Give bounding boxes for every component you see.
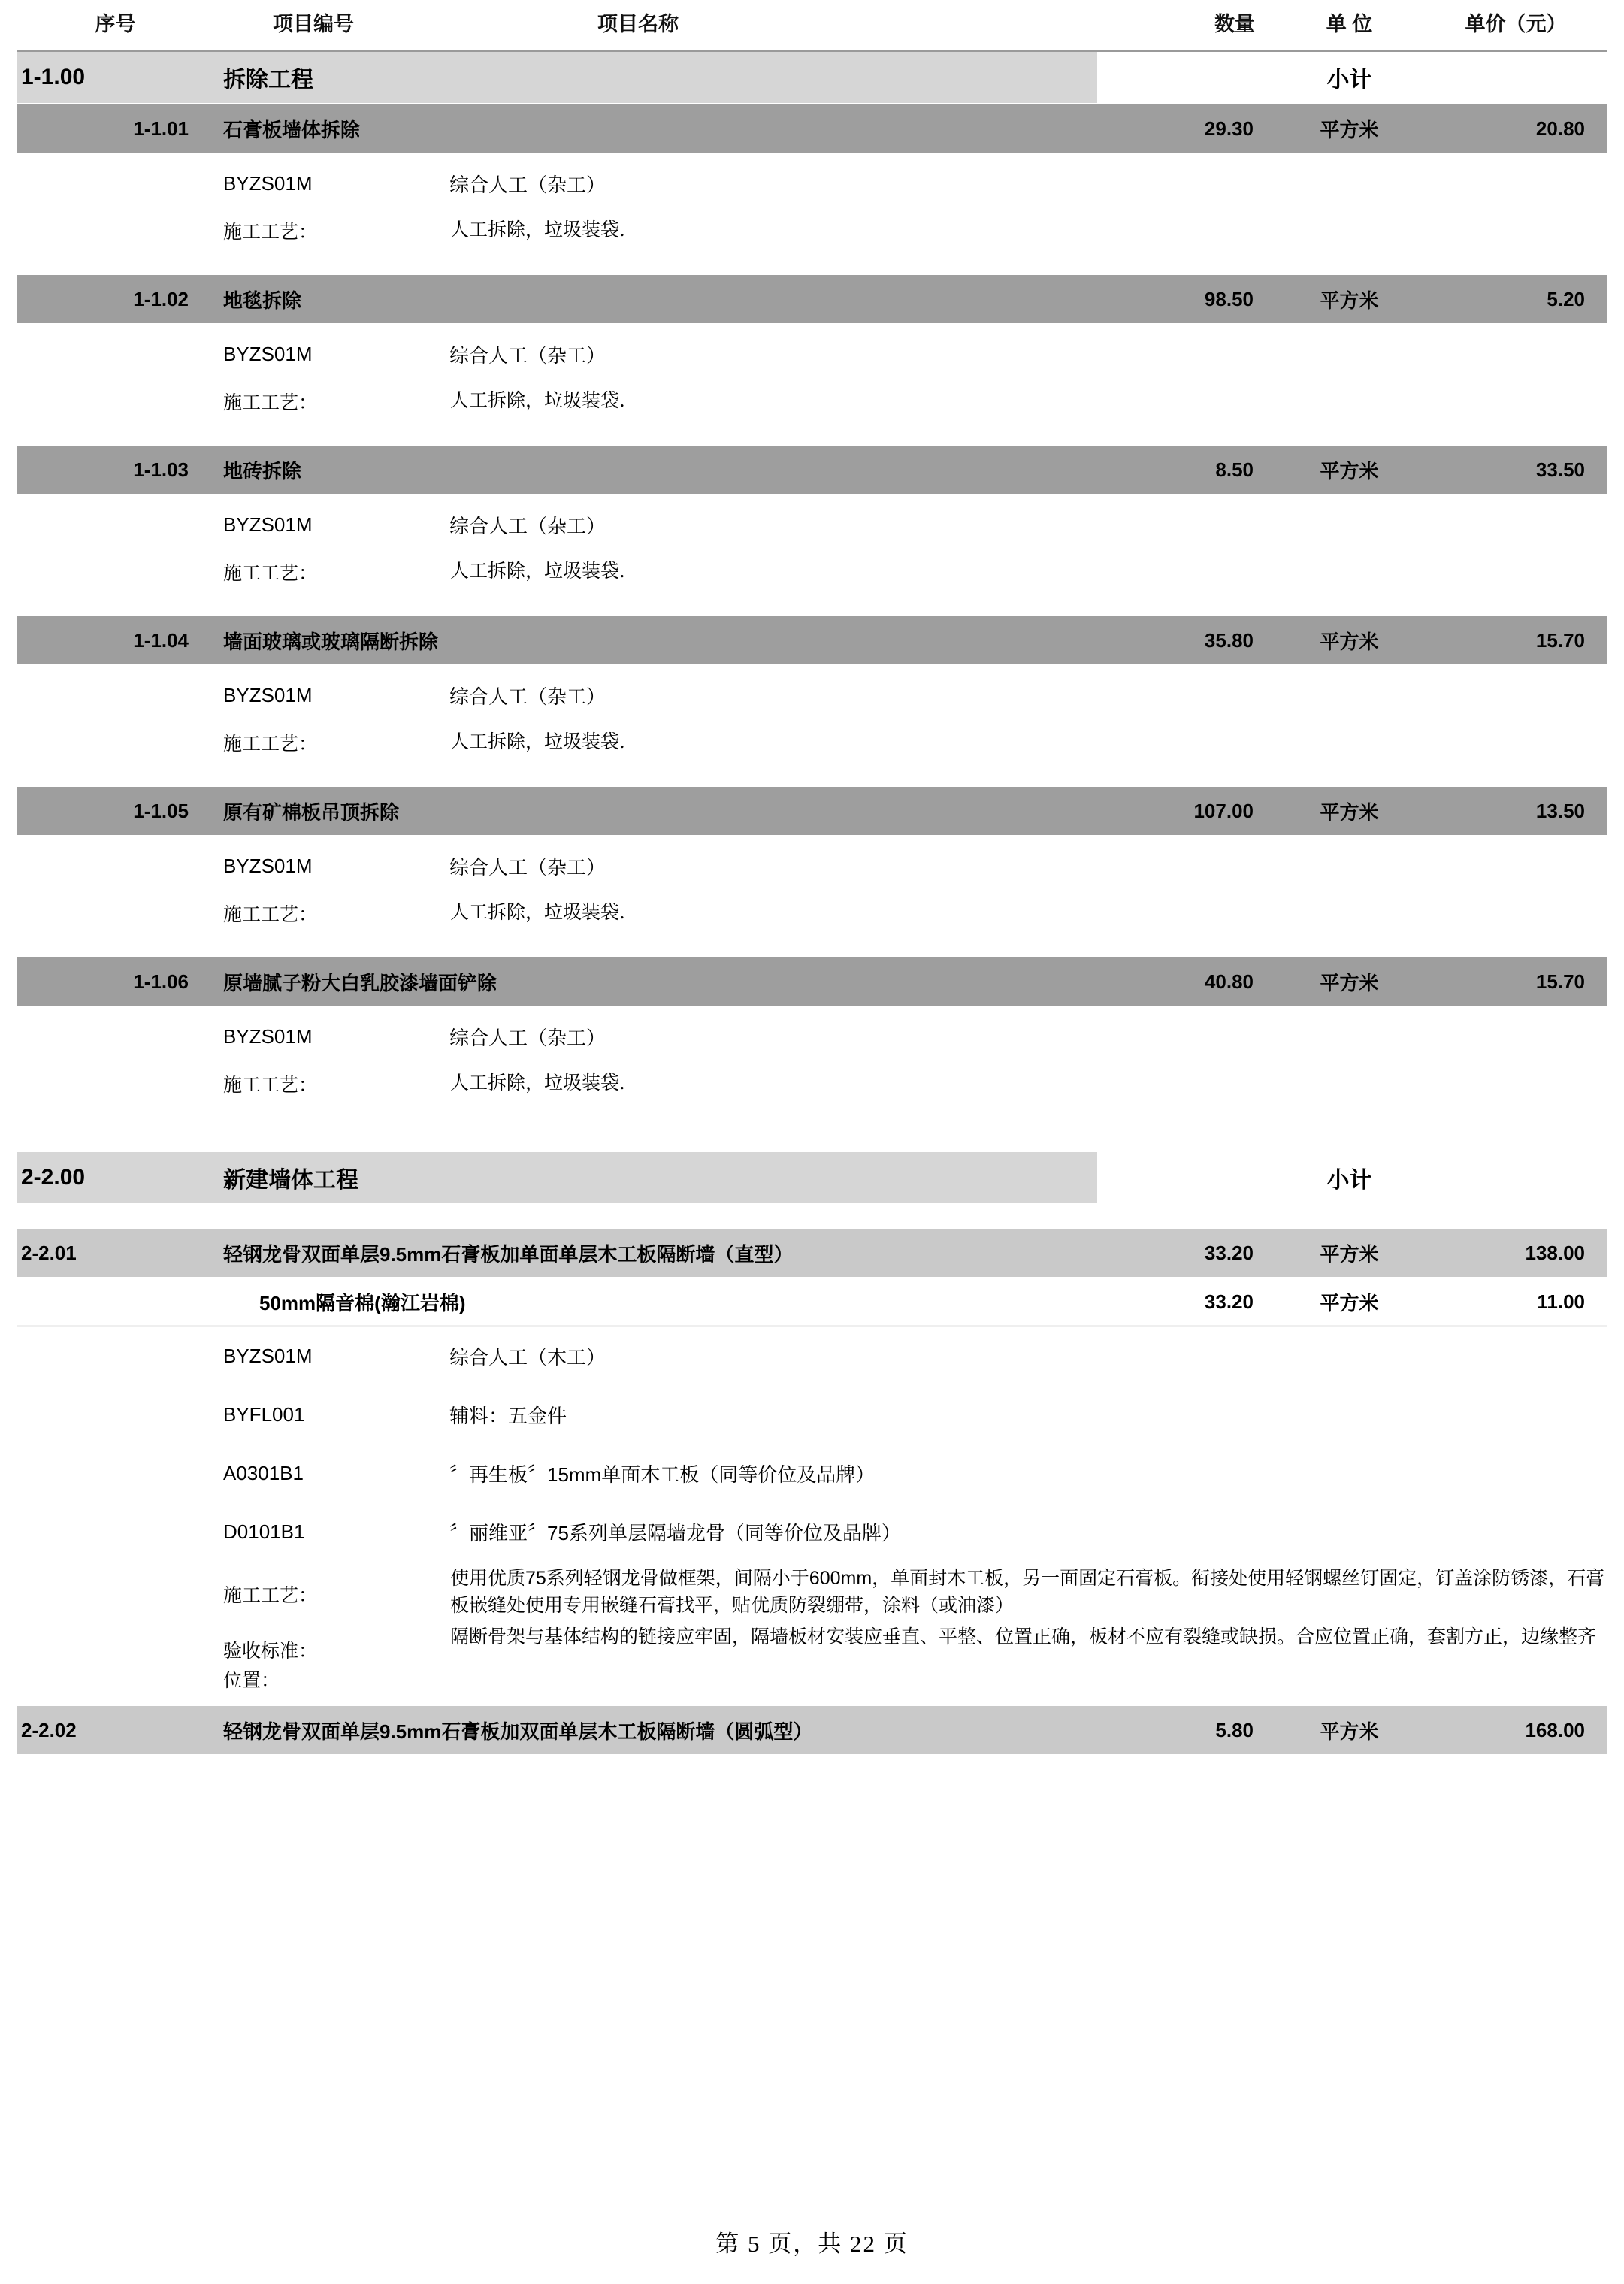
process-row [17,554,1607,616]
item-name: 地毯拆除 [207,275,1097,324]
item-price: 138.00 [1430,1229,1607,1278]
header-price: 单价（元） [1430,0,1607,51]
item-unit: 平方米 [1269,446,1430,495]
detail-row [17,836,1607,895]
item-unit: 平方米 [1269,787,1430,836]
detail-desc: 辅料：五金件 [449,1385,1097,1444]
section-seq: 2-2.00 [17,1152,207,1204]
detail-code: BYZS01M [207,324,449,383]
item-seq: 1-1.06 [17,957,207,1006]
item-seq: 1-1.02 [17,275,207,324]
item-unit: 平方米 [1269,104,1430,153]
page-footer: 第 5 页，共 22 页 [715,2231,909,2257]
process-label: 施工工艺： [207,1066,449,1128]
item-qty: 29.30 [1097,104,1269,153]
item-price: 168.00 [1430,1706,1607,1755]
table-row [17,275,1607,324]
detail-blank [17,153,207,213]
item-price: 20.80 [1430,104,1607,153]
item-name: 地砖拆除 [207,446,1097,495]
detail-desc: 〞丽维亚〞75系列单层隔墙龙骨（同等价位及品牌） [449,1502,1607,1561]
sub-item-name: 50mm隔音棉(瀚江岩棉) [207,1278,1097,1326]
item-name: 墙面玻璃或玻璃隔断拆除 [207,616,1097,665]
process-row [17,1561,1607,1620]
position-text [449,1664,1607,1706]
process-text: 人工拆除，垃圾装袋． [449,1066,1097,1128]
item-unit: 平方米 [1269,616,1430,665]
detail-row [17,1502,1607,1561]
detail-row [17,665,1607,725]
item-qty: 40.80 [1097,957,1269,1006]
section-subtotal: 小计 [1269,51,1430,104]
item-name: 轻钢龙骨双面单层9.5mm石膏板加单面单层木工板隔断墙（直型） [207,1229,1097,1278]
process-label: 施工工艺： [207,213,449,275]
process-text: 人工拆除，垃圾装袋． [449,725,1097,787]
section-price-blank [1430,51,1607,104]
item-seq: 1-1.04 [17,616,207,665]
section-qty-blank [1097,51,1269,104]
bill-of-quantities-table [17,0,1607,1756]
item-qty: 33.20 [1097,1229,1269,1278]
detail-code: BYFL001 [207,1385,449,1444]
spacer [17,1128,1607,1152]
header-qty: 数量 [1097,0,1269,51]
detail-code: D0101B1 [207,1502,449,1561]
detail-desc: 综合人工（杂工） [449,1006,1097,1066]
detail-row [17,324,1607,383]
process-label: 施工工艺： [207,895,449,957]
section-qty-blank [1097,1152,1269,1204]
process-row [17,895,1607,957]
table-row [17,1229,1607,1278]
item-name: 原墙腻子粉大白乳胶漆墙面铲除 [207,957,1097,1006]
header-unit: 单 位 [1269,0,1430,51]
item-name: 原有矿棉板吊顶拆除 [207,787,1097,836]
process-text: 人工拆除，垃圾装袋． [449,383,1097,446]
item-seq: 1-1.05 [17,787,207,836]
item-unit: 平方米 [1269,1706,1430,1755]
table-row [17,787,1607,836]
section-row [17,1152,1607,1204]
detail-code: A0301B1 [207,1444,449,1502]
process-row [17,1066,1607,1128]
header-name: 项目名称 [449,0,1097,51]
process-label: 施工工艺： [207,383,449,446]
acceptance-label: 验收标准： [207,1620,449,1664]
process-row [17,725,1607,787]
detail-code: BYZS01M [207,153,449,213]
detail-row [17,1444,1607,1502]
table-row [17,1706,1607,1755]
detail-desc: 〞再生板〞15mm单面木工板（同等价位及品牌） [449,1444,1607,1502]
process-label: 施工工艺： [207,725,449,787]
item-qty: 5.80 [1097,1706,1269,1755]
position-row [17,1664,1607,1706]
sub-item-row [17,1278,1607,1326]
item-name: 石膏板墙体拆除 [207,104,1097,153]
item-name: 轻钢龙骨双面单层9.5mm石膏板加双面单层木工板隔断墙（圆弧型） [207,1706,1097,1755]
section-name: 新建墙体工程 [207,1152,1097,1204]
detail-code: BYZS01M [207,1006,449,1066]
spacer [17,1204,1607,1229]
sub-item-price: 11.00 [1430,1278,1607,1326]
detail-row [17,495,1607,554]
item-seq: 2-2.02 [17,1706,207,1755]
detail-desc: 综合人工（木工） [449,1326,1097,1385]
header-seq: 序号 [17,0,207,51]
section-seq: 1-1.00 [17,51,207,104]
detail-code: BYZS01M [207,665,449,725]
table-row [17,446,1607,495]
process-text: 人工拆除，垃圾装袋． [449,213,1097,275]
section-price-blank [1430,1152,1607,1204]
table-row [17,104,1607,153]
table-header-row [17,0,1607,51]
item-price: 15.70 [1430,957,1607,1006]
item-qty: 107.00 [1097,787,1269,836]
item-price: 5.20 [1430,275,1607,324]
acceptance-text [449,1620,1607,1664]
item-unit: 平方米 [1269,1229,1430,1278]
item-price: 33.50 [1430,446,1607,495]
detail-desc: 综合人工（杂工） [449,153,1097,213]
section-name: 拆除工程 [207,51,1097,104]
position-label: 位置： [207,1664,449,1706]
header-code: 项目编号 [207,0,449,51]
section-subtotal: 小计 [1269,1152,1430,1204]
detail-row [17,1385,1607,1444]
item-unit: 平方米 [1269,275,1430,324]
acceptance-text-content: 隔断骨架与基体结构的链接应牢固，隔墙板材安装应垂直、平整、位置正确，板材不应有裂缝或缺损。合应位置正确，套割方正，边缘整齐 [450,1626,1597,1647]
detail-row [17,1326,1607,1385]
detail-row [17,1006,1607,1066]
process-label: 施工工艺： [207,554,449,616]
item-seq: 2-2.01 [17,1229,207,1278]
process-text [449,1561,1607,1620]
process-text: 人工拆除，垃圾装袋． [449,554,1097,616]
table-row [17,616,1607,665]
item-seq: 1-1.01 [17,104,207,153]
detail-row [17,153,1607,213]
detail-desc: 综合人工（杂工） [449,495,1097,554]
item-unit: 平方米 [1269,957,1430,1006]
process-text: 人工拆除，垃圾装袋． [449,895,1097,957]
process-label: 施工工艺： [207,1561,449,1620]
item-qty: 98.50 [1097,275,1269,324]
process-text-content: 使用优质75系列轻钢龙骨做框架，间隔小于600mm，单面封木工板，另一面固定石膏板。衔接处使用轻钢螺丝钉固定，钉盖涂防锈漆，石膏板嵌缝处使用专用嵌缝石膏找平，贴优质防裂绷带，涂料（或油漆） [450,1568,1605,1616]
section-row [17,51,1607,104]
detail-code: BYZS01M [207,1326,449,1385]
detail-desc: 综合人工（杂工） [449,324,1097,383]
process-row [17,213,1607,275]
detail-desc: 综合人工（杂工） [449,665,1097,725]
acceptance-row [17,1620,1607,1664]
detail-code: BYZS01M [207,495,449,554]
item-qty: 35.80 [1097,616,1269,665]
table-row [17,957,1607,1006]
detail-desc: 综合人工（杂工） [449,836,1097,895]
sub-item-qty: 33.20 [1097,1278,1269,1326]
item-price: 15.70 [1430,616,1607,665]
detail-code: BYZS01M [207,836,449,895]
process-row [17,383,1607,446]
sub-item-unit: 平方米 [1269,1278,1430,1326]
item-qty: 8.50 [1097,446,1269,495]
item-seq: 1-1.03 [17,446,207,495]
item-price: 13.50 [1430,787,1607,836]
